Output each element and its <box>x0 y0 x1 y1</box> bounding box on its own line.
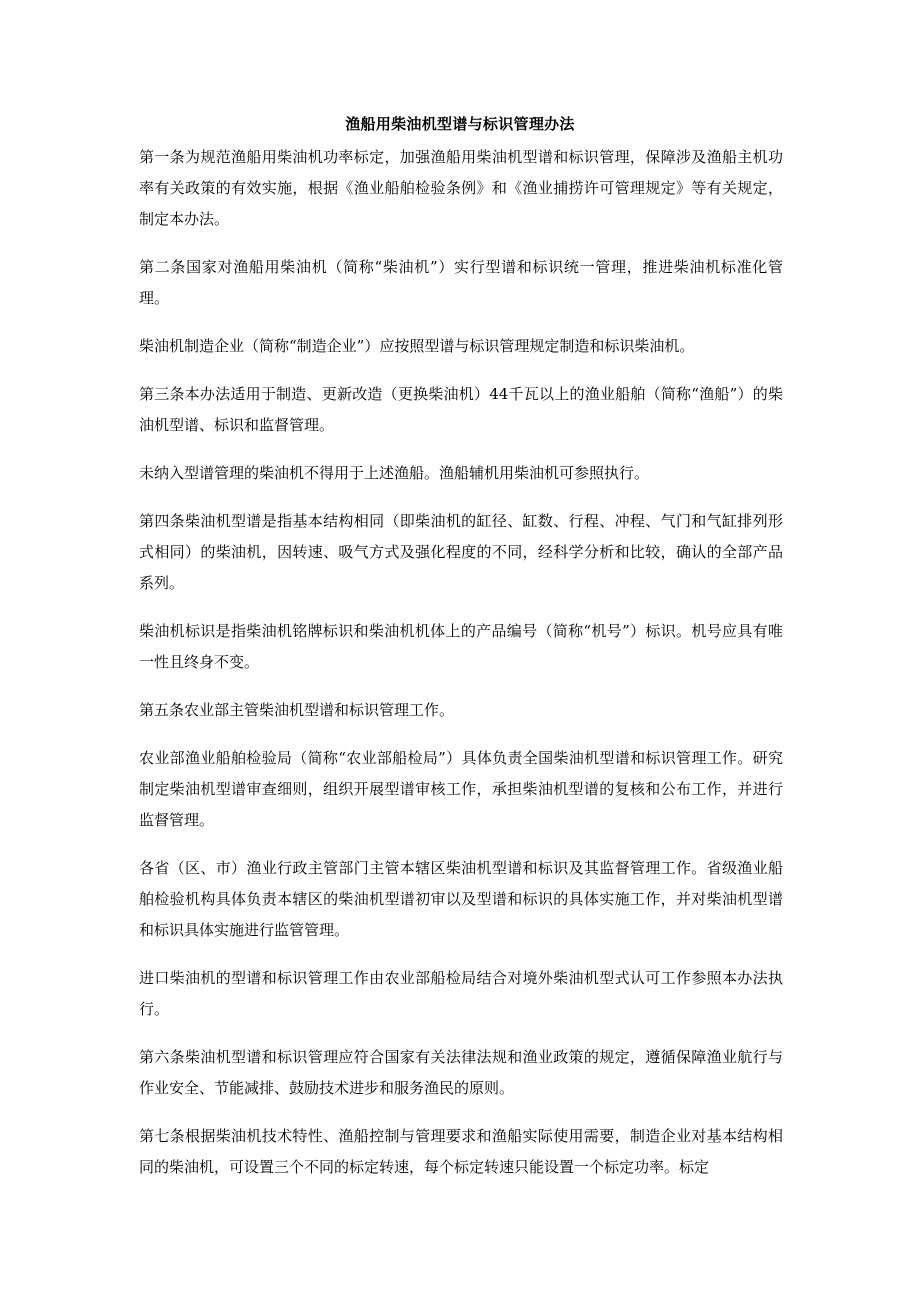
article-1-paragraph: 第一条为规范渔船用柴油机功率标定，加强渔船用柴油机型谱和标识管理，保障涉及渔船主机功率有关政策的有效实施，根据《渔业船舶检验条例》和《渔业捕捞许可管理规定》等有关规定，制定本办法。 <box>139 148 783 228</box>
article-5-import-paragraph: 进口柴油机的型谱和标识管理工作由农业部船检局结合对境外柴油机型式认可工作参照本办法执行。 <box>139 969 783 1018</box>
article-2-paragraph: 第二条国家对渔船用柴油机（简称“柴油机”）实行型谱和标识统一管理，推进柴油机标准化管理。 <box>139 258 783 307</box>
article-2-clause-paragraph: 柴油机制造企业（简称“制造企业”）应按照型谱与标识管理规定制造和标识柴油机。 <box>139 337 695 355</box>
document-body <box>139 142 783 1183</box>
article-7-paragraph: 第七条根据柴油机技术特性、渔船控制与管理要求和渔船实际使用需要，制造企业对基本结构相同的柴油机，可设置三个不同的标定转速，每个标定转速只能设置一个标定功率。标定 <box>139 1127 783 1176</box>
article-6-paragraph: 第六条柴油机型谱和标识管理应符合国家有关法律法规和渔业政策的规定，遵循保障渔业航行与作业安全、节能减排、鼓励技术进步和服务渔民的原则。 <box>139 1048 783 1097</box>
article-4-clause-paragraph: 柴油机标识是指柴油机铭牌标识和柴油机机体上的产品编号（简称“机号”）标识。机号应具有唯一性且终身不变。 <box>139 622 783 671</box>
article-5-clause-paragraph: 农业部渔业船舶检验局（简称“农业部船检局”）具体负责全国柴油机型谱和标识管理工作。研究制定柴油机型谱审查细则，组织开展型谱审核工作，承担柴油机型谱的复核和公布工作，并进行监督管理。 <box>139 749 783 829</box>
article-4-paragraph: 第四条柴油机型谱是指基本结构相同（即柴油机的缸径、缸数、行程、冲程、气门和气缸排列形式相同）的柴油机，因转速、吸气方式及强化程度的不同，经科学分析和比较，确认的全部产品系列。 <box>139 512 783 592</box>
article-3-paragraph: 第三条本办法适用于制造、更新改造（更换柴油机）44千瓦以上的渔业船舶（简称“渔船”）的柴油机型谱、标识和监督管理。 <box>139 385 783 434</box>
document-title: 渔船用柴油机型谱与标识管理办法 <box>345 115 575 133</box>
article-5-provincial-paragraph: 各省（区、市）渔业行政主管部门主管本辖区柴油机型谱和标识及其监督管理工作。省级渔业船舶检验机构具体负责本辖区的柴油机型谱初审以及型谱和标识的具体实施工作，并对柴油机型谱和标识具体实施进行监管管理。 <box>139 859 783 939</box>
article-3-clause-paragraph: 未纳入型谱管理的柴油机不得用于上述渔船。渔船辅机用柴油机可参照执行。 <box>139 464 650 482</box>
article-5-paragraph: 第五条农业部主管柴油机型谱和标识管理工作。 <box>139 701 455 719</box>
